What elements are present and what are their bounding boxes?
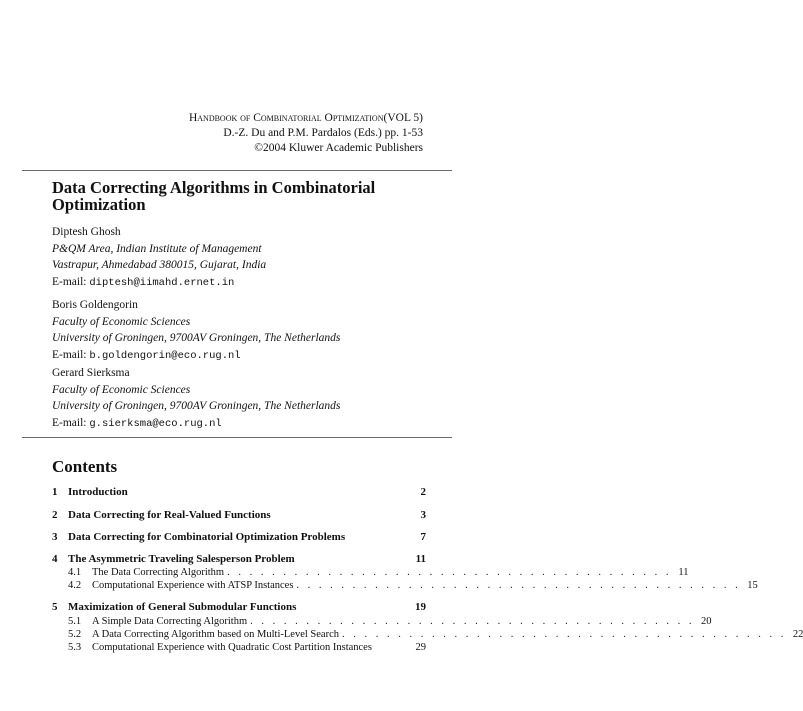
toc-entry-5[interactable] (52, 601, 426, 613)
toc-page: 3 (420, 509, 426, 521)
toc-label: Maximization of General Submodular Functions (68, 601, 297, 613)
email-label: E-mail: (52, 275, 87, 288)
author-name: Diptesh Ghosh (52, 226, 121, 238)
author-affiliation: Faculty of Economic Sciences (52, 315, 191, 328)
toc-entry-4-1[interactable] (52, 567, 689, 578)
toc-page: 22 (792, 629, 803, 640)
author-block-2 (52, 297, 340, 364)
toc-number: 5.2 (68, 629, 82, 640)
toc-label: Introduction (68, 486, 128, 498)
toc-entry-3[interactable] (52, 531, 426, 543)
email-label: E-mail: (52, 416, 87, 429)
author-email[interactable]: diptesh@iimahd.ernet.in (89, 276, 235, 289)
top-rule (22, 170, 452, 171)
toc-number: 4 (52, 553, 58, 565)
toc-label: A Simple Data Correcting Algorithm (92, 616, 248, 627)
author-email[interactable]: b.goldengorin@eco.rug.nl (89, 349, 241, 362)
toc-label: Data Correcting for Real-Valued Functions (68, 509, 271, 521)
toc-number: 5.1 (68, 616, 82, 627)
toc-number: 2 (52, 509, 58, 521)
toc-leader-dots: . . . . . . . . . . . . . . . . . . . . . . . . . . . . . . . . . . . . . . . . (341, 629, 787, 640)
toc-label: Data Correcting for Combinatorial Optimization Problems (68, 531, 346, 543)
author-affiliation: P&QM Area, Indian Institute of Management (52, 242, 262, 255)
toc-entry-4-2[interactable] (52, 580, 758, 591)
author-block-3 (52, 365, 340, 432)
toc-label: The Asymmetric Traveling Salesperson Problem (68, 553, 295, 565)
toc-page: 2 (420, 486, 426, 498)
toc-page: 11 (415, 553, 426, 565)
toc-number: 5.3 (68, 642, 82, 653)
author-email-line (52, 415, 340, 433)
email-label: E-mail: (52, 348, 87, 361)
author-name: Boris Goldengorin (52, 299, 138, 311)
bottom-rule (22, 437, 452, 438)
author-address: University of Groningen, 9700AV Groningen, The Netherlands (52, 400, 341, 412)
author-affiliation: Faculty of Economic Sciences (52, 383, 191, 396)
author-email-line (52, 347, 340, 365)
toc-entry-1[interactable] (52, 486, 426, 498)
toc-leader-dots: . . . . . . . . . . . . . . . . . . . . . . . . . . . . . . . . . . . . . . . . (250, 616, 695, 627)
toc-leader-dots: . . . . . . . . . . . . . . . . . . . . . . . . . . . . . . . . . . . . . . . . (296, 580, 741, 591)
toc-page: 7 (420, 531, 426, 543)
handbook-volume: (VOL 5) (383, 112, 423, 124)
toc-number: 3 (52, 531, 58, 543)
author-name: Gerard Sierksma (52, 367, 130, 379)
handbook-title: Handbook of Combinatorial Optimization (188, 112, 384, 124)
toc-number: 4.1 (68, 567, 82, 578)
author-address: Vastrapur, Ahmedabad 380015, Gujarat, India (52, 259, 267, 271)
toc-page: 19 (415, 601, 426, 613)
author-address: University of Groningen, 9700AV Groningen, The Netherlands (52, 332, 341, 344)
author-email[interactable]: g.sierksma@eco.rug.nl (89, 417, 222, 430)
running-header-copyright: ©2004 Kluwer Academic Publishers (254, 142, 423, 154)
toc-number: 4.2 (68, 580, 82, 591)
toc-leader-dots: . . . . . . . . . . . . . . . . . . . . . . . . . . . . . . . . . . . . . . . . (227, 567, 672, 578)
toc-page: 29 (415, 642, 426, 653)
author-block-1 (52, 224, 266, 291)
paper-title: Data Correcting Algorithms in Combinatorial Optimization (52, 178, 376, 214)
running-header-editors: D.-Z. Du and P.M. Pardalos (Eds.) pp. 1-53 (223, 127, 423, 139)
toc-label: Computational Experience with Quadratic Cost Partition Instances (92, 642, 372, 653)
toc-entry-5-2[interactable] (52, 629, 803, 640)
toc-entry-5-3[interactable] (52, 642, 426, 653)
toc-number: 1 (52, 486, 58, 498)
toc-page: 11 (678, 567, 689, 578)
toc-number: 5 (52, 601, 58, 613)
toc-entry-2[interactable] (52, 509, 426, 521)
toc-entry-4[interactable] (52, 553, 426, 565)
toc-label: A Data Correcting Algorithm based on Multi-Level Search (92, 629, 339, 640)
toc-label: Computational Experience with ATSP Instances (92, 580, 294, 591)
author-email-line (52, 274, 266, 292)
toc-page: 15 (747, 580, 758, 591)
contents-heading: Contents (52, 457, 118, 476)
toc-page: 20 (701, 616, 712, 627)
toc-label: The Data Correcting Algorithm (92, 567, 225, 578)
running-header-line1 (189, 111, 423, 127)
toc-entry-5-1[interactable] (52, 616, 712, 627)
